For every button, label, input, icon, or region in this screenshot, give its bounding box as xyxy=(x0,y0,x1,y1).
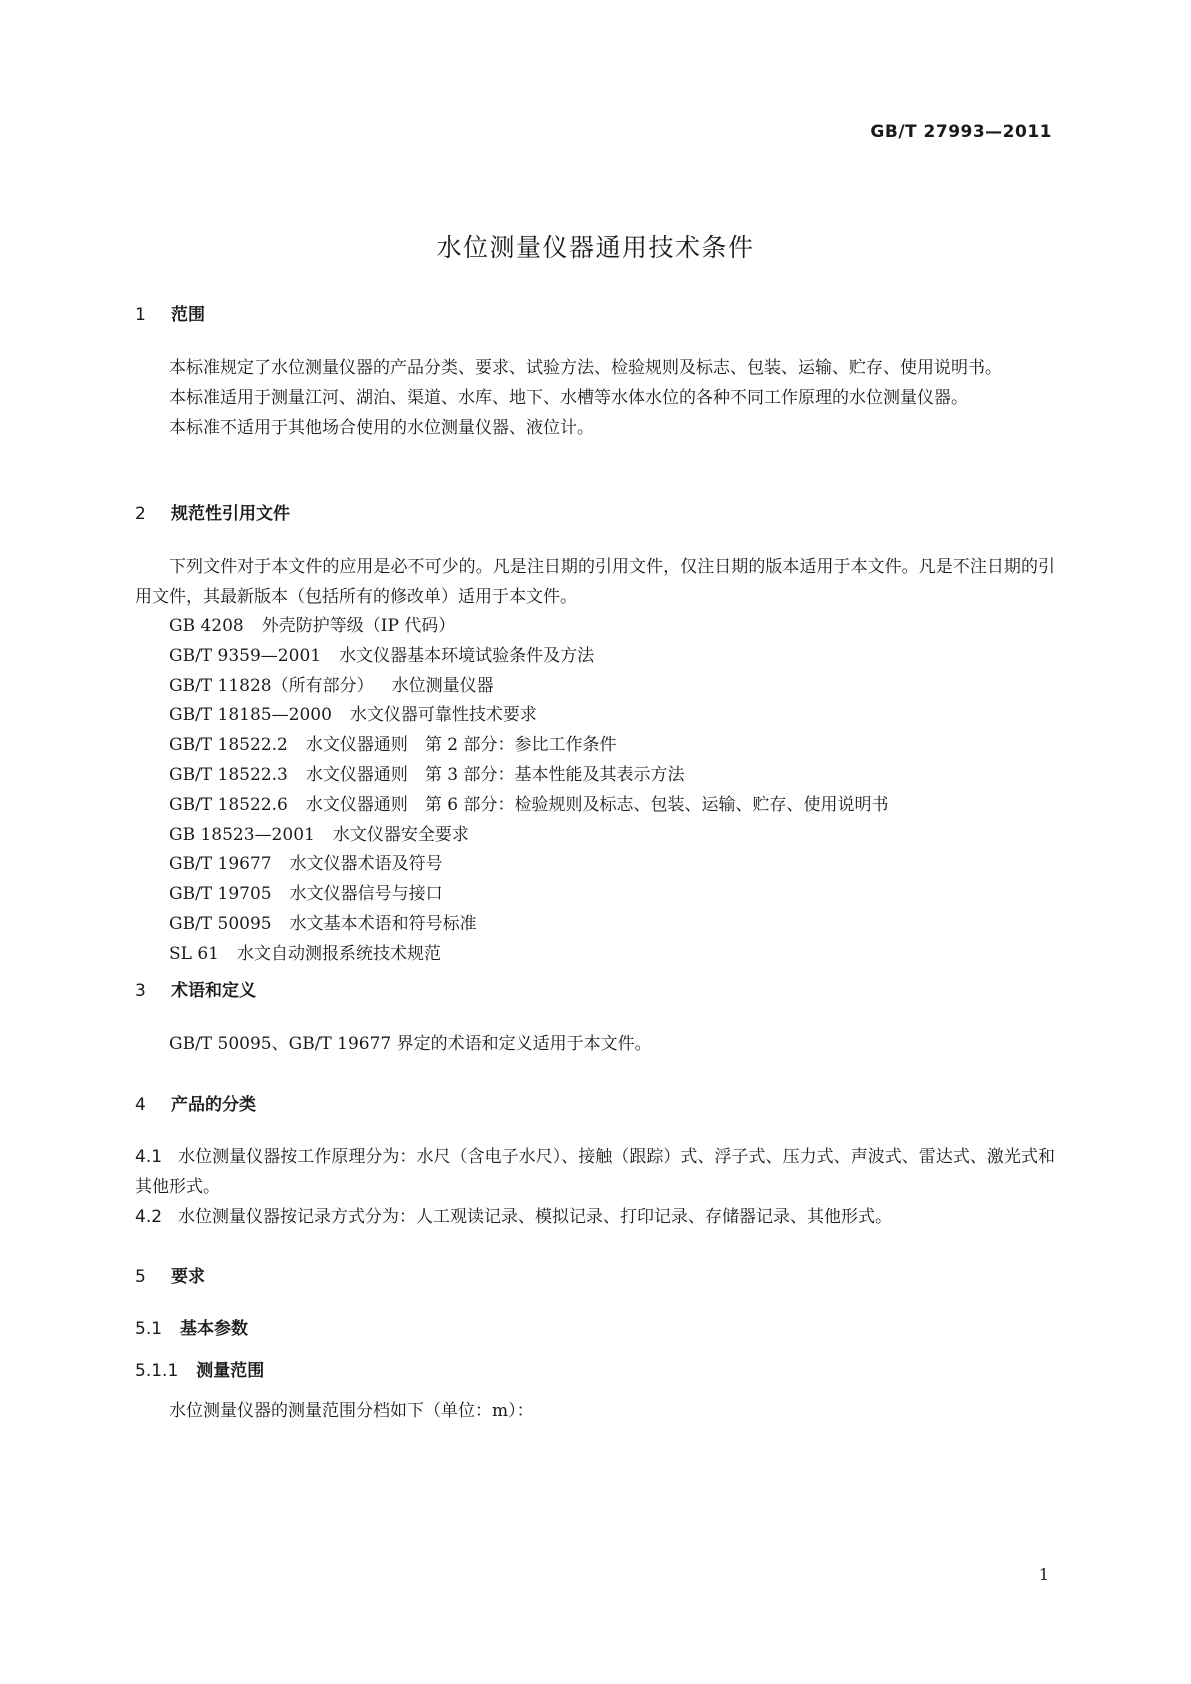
reference-item xyxy=(135,642,1055,672)
reference-code: GB/T 18522.2 xyxy=(169,735,288,756)
reference-item xyxy=(135,821,1055,851)
reference-code: GB/T 9359—2001 xyxy=(169,645,322,666)
section-number: 4 xyxy=(135,1095,146,1115)
reference-title: 水文仪器通则 第 2 部分：参比工作条件 xyxy=(305,735,617,756)
reference-item xyxy=(135,731,1055,761)
reference-item xyxy=(135,612,1055,642)
section-1-body xyxy=(135,353,1055,443)
section-number: 5.1 xyxy=(135,1319,163,1339)
reference-title: 水位测量仪器 xyxy=(391,675,494,696)
reference-title: 水文仪器可靠性技术要求 xyxy=(349,705,537,726)
paragraph: 下列文件对于本文件的应用是必不可少的。凡是注日期的引用文件，仅注日期的版本适用于本文件。凡是不注日期的引用文件，其最新版本（包括所有的修改单）适用于本文件。 xyxy=(135,557,1055,607)
reference-title: 水文仪器通则 第 3 部分：基本性能及其表示方法 xyxy=(305,764,685,785)
section-5-1-heading xyxy=(135,1314,248,1339)
section-number: 2 xyxy=(135,504,146,524)
clause-text: 水位测量仪器按工作原理分为：水尺（含电子水尺）、接触（跟踪）式、浮子式、压力式、声波式、雷达式、激光式和其他形式。 xyxy=(135,1147,1055,1197)
reference-item xyxy=(135,910,1055,940)
reference-code: SL 61 xyxy=(169,943,219,964)
reference-title: 水文仪器安全要求 xyxy=(332,824,469,845)
reference-title: 水文仪器信号与接口 xyxy=(289,884,443,905)
reference-item xyxy=(135,850,1055,880)
reference-item xyxy=(135,791,1055,821)
reference-code: GB 4208 xyxy=(169,616,244,636)
reference-title: 水文自动测报系统技术规范 xyxy=(236,943,441,964)
paragraph: 本标准规定了水位测量仪器的产品分类、要求、试验方法、检验规则及标志、包装、运输、贮存、使用说明书。 xyxy=(169,358,1002,378)
page-number: 1 xyxy=(1038,1565,1049,1584)
clause xyxy=(135,1202,1055,1232)
section-number: 1 xyxy=(135,305,146,325)
section-4-body xyxy=(135,1142,1055,1232)
reference-title: 外壳防护等级（IP 代码） xyxy=(261,616,456,636)
reference-code: GB/T 19677 xyxy=(169,854,272,875)
section-title: 术语和定义 xyxy=(171,981,256,1001)
reference-code: GB 18523—2001 xyxy=(169,824,315,845)
paragraph: 本标准适用于测量江河、湖泊、渠道、水库、地下、水槽等水体水位的各种不同工作原理的水位测量仪器。 xyxy=(169,388,968,408)
reference-item xyxy=(135,701,1055,731)
reference-item xyxy=(135,672,1055,702)
section-title: 要求 xyxy=(171,1267,205,1287)
section-4-heading xyxy=(135,1090,256,1115)
section-2-heading xyxy=(135,499,290,524)
section-title: 规范性引用文件 xyxy=(171,504,290,524)
section-title: 产品的分类 xyxy=(171,1095,256,1115)
standard-code: GB/T 27993—2011 xyxy=(870,122,1052,142)
reference-code: GB/T 18522.3 xyxy=(169,764,288,785)
clause xyxy=(135,1142,1055,1202)
section-title: 范围 xyxy=(171,305,205,325)
section-5-heading xyxy=(135,1262,205,1287)
section-title: 测量范围 xyxy=(196,1361,265,1381)
reference-item xyxy=(135,940,1055,970)
reference-code: GB/T 18185—2000 xyxy=(169,705,332,726)
reference-title: 水文仪器术语及符号 xyxy=(289,854,443,875)
paragraph: 水位测量仪器的测量范围分档如下（单位：m）： xyxy=(169,1401,534,1421)
section-5-1-1-body xyxy=(135,1396,1055,1426)
section-number: 5 xyxy=(135,1267,146,1287)
reference-title: 水文基本术语和符号标准 xyxy=(289,913,477,934)
section-3-heading xyxy=(135,976,256,1001)
section-5-1-1-heading xyxy=(135,1356,264,1381)
reference-item xyxy=(135,880,1055,910)
paragraph: 本标准不适用于其他场合使用的水位测量仪器、液位计。 xyxy=(169,418,594,438)
document-title: 水位测量仪器通用技术条件 xyxy=(436,233,755,262)
section-1-heading xyxy=(135,300,205,325)
reference-title: 水文仪器基本环境试验条件及方法 xyxy=(339,645,595,666)
clause-text: 水位测量仪器按记录方式分为：人工观读记录、模拟记录、打印记录、存储器记录、其他形式。 xyxy=(178,1207,893,1227)
reference-code: GB/T 19705 xyxy=(169,884,272,905)
section-2-body xyxy=(135,552,1055,970)
section-3-body xyxy=(135,1029,1055,1059)
reference-list xyxy=(135,612,1055,970)
section-number: 5.1.1 xyxy=(135,1361,179,1381)
reference-item xyxy=(135,761,1055,791)
reference-code: GB/T 18522.6 xyxy=(169,794,288,815)
reference-title: 水文仪器通则 第 6 部分：检验规则及标志、包装、运输、贮存、使用说明书 xyxy=(305,794,889,815)
paragraph: GB/T 50095、GB/T 19677 界定的术语和定义适用于本文件。 xyxy=(169,1034,652,1054)
section-number: 3 xyxy=(135,981,146,1001)
clause-number: 4.1 xyxy=(135,1147,163,1167)
section-title: 基本参数 xyxy=(180,1319,249,1339)
reference-code: GB/T 11828（所有部分） xyxy=(169,675,374,696)
clause-number: 4.2 xyxy=(135,1207,163,1227)
reference-code: GB/T 50095 xyxy=(169,913,272,934)
